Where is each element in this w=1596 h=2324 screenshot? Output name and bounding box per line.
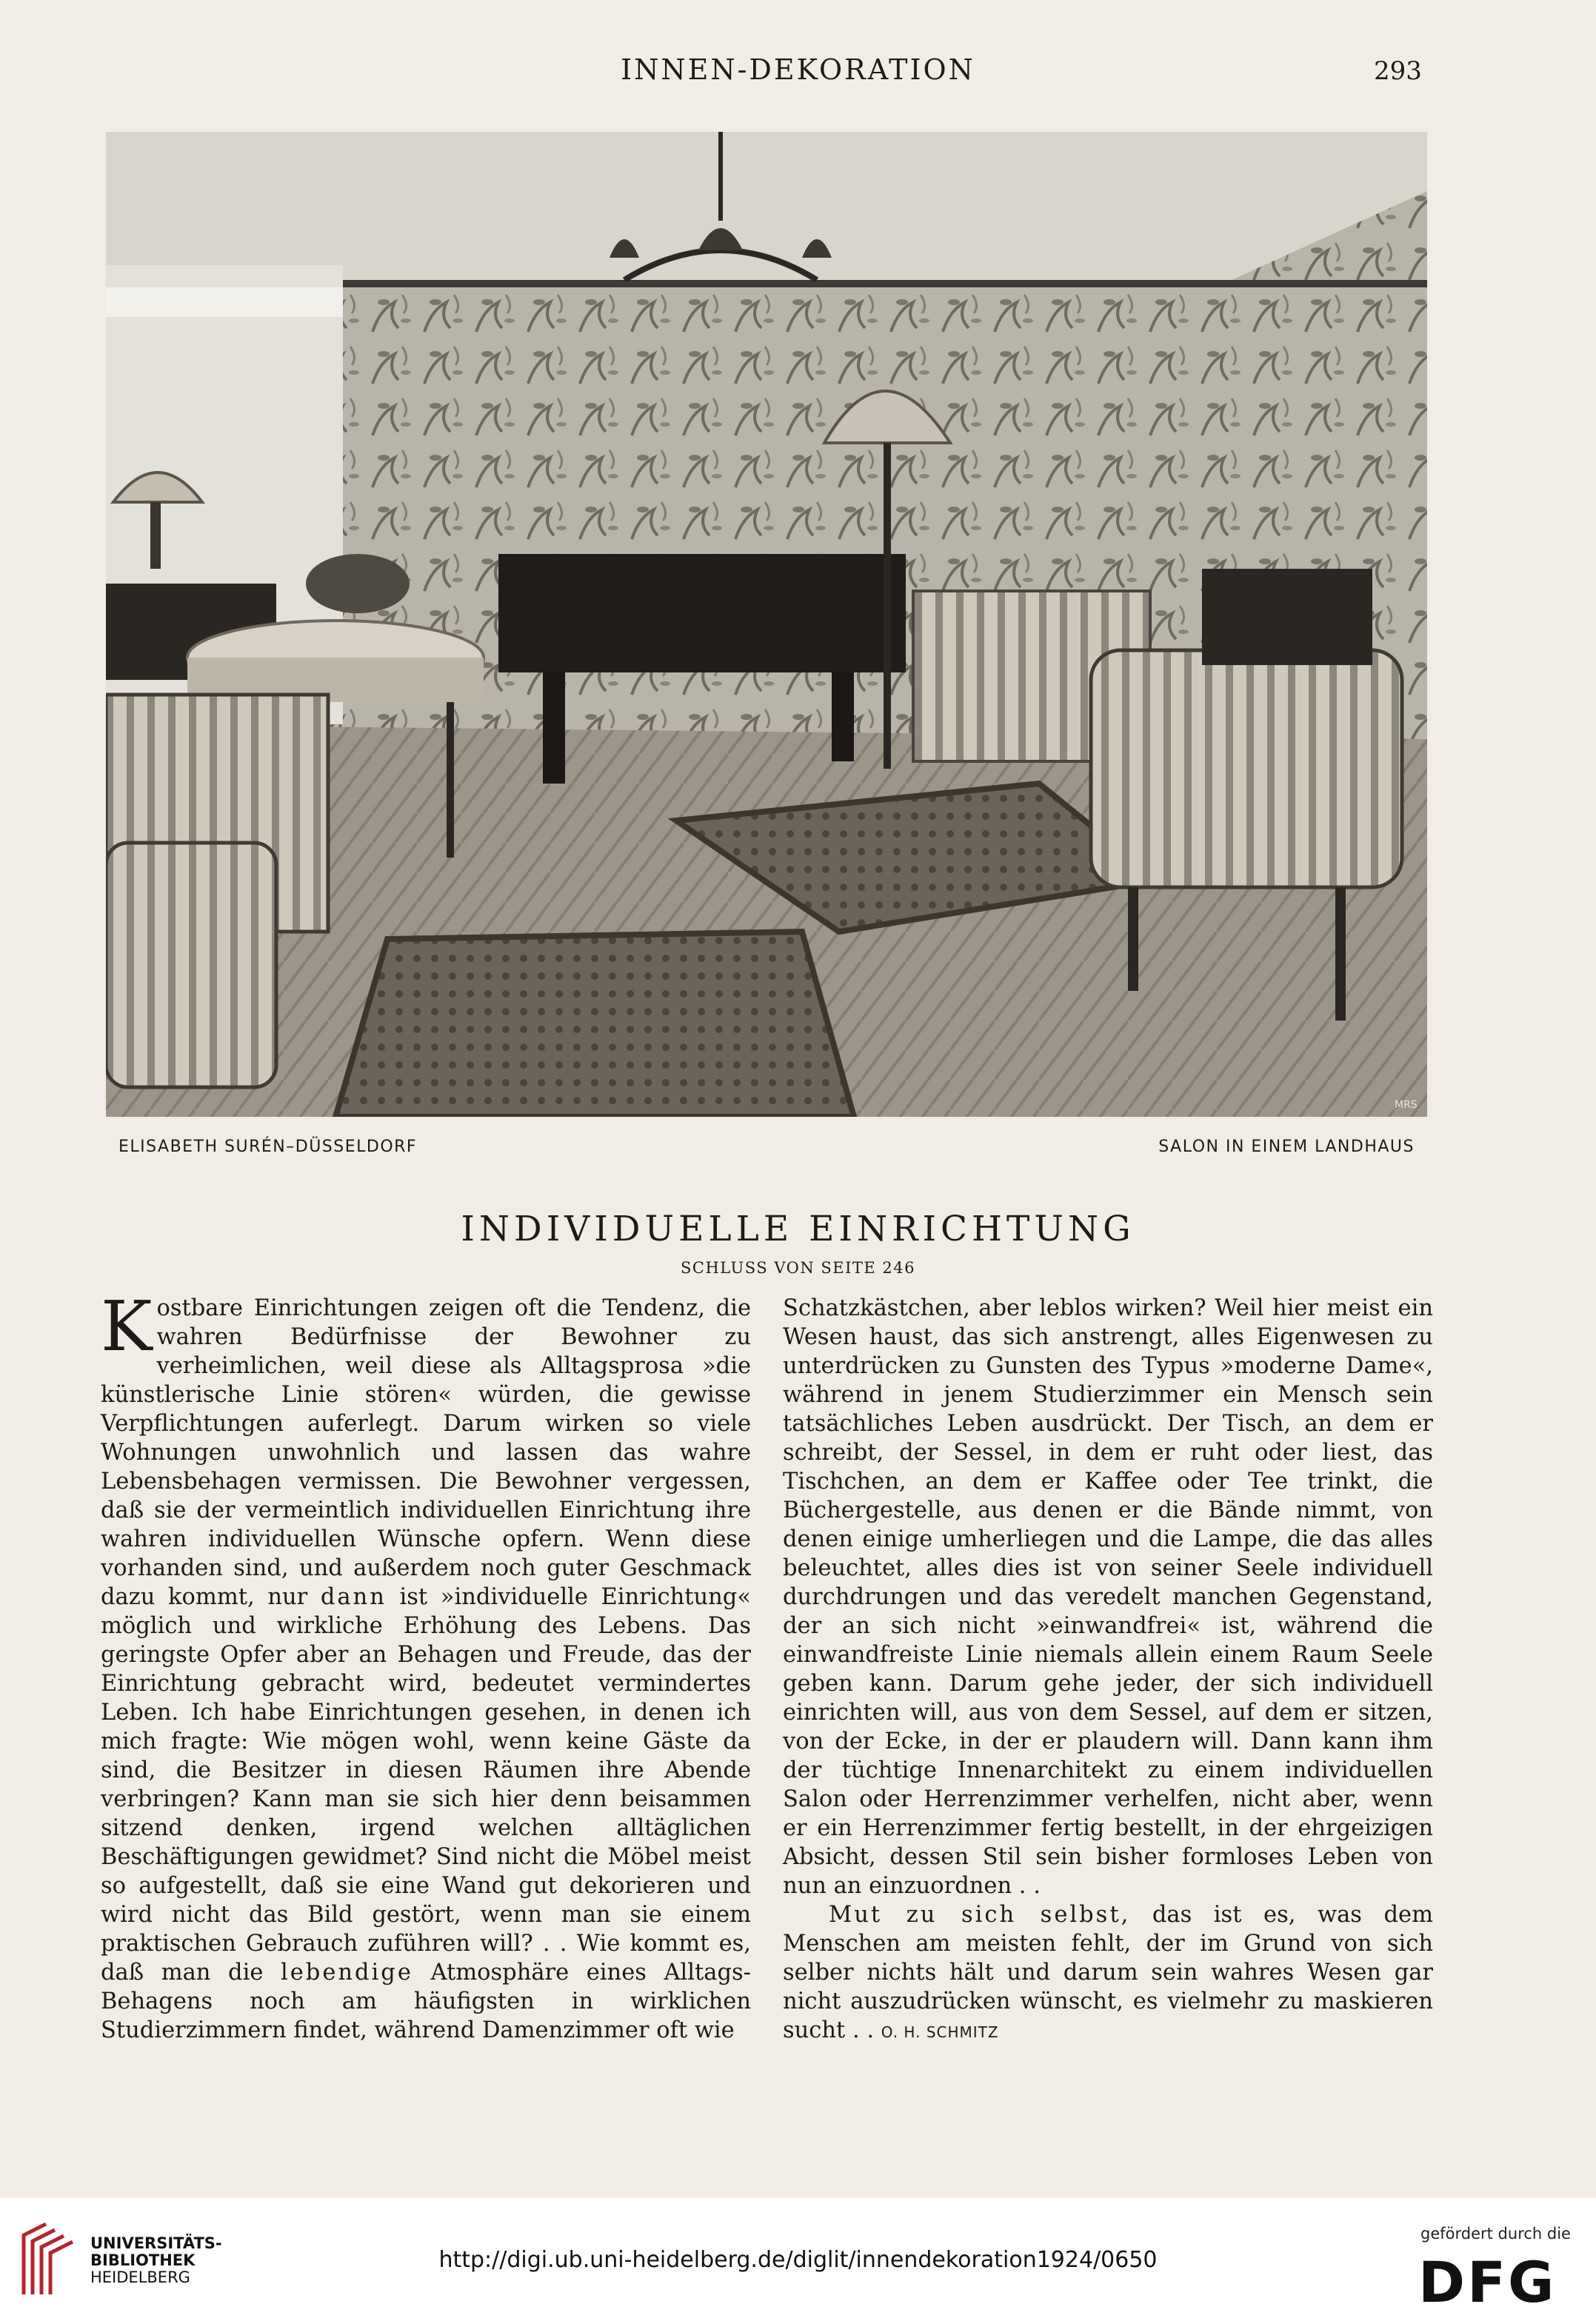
page-header-title: INNEN-DEKORATION — [621, 53, 975, 86]
photo-caption-designer: ELISABETH SURÉN–DÜSSELDORF — [118, 1138, 418, 1156]
library-name-line: HEIDELBERG — [90, 2268, 190, 2286]
digitization-footer — [0, 2198, 1596, 2324]
salon-photograph — [106, 132, 1427, 1117]
right-column-paragraph-2 — [783, 1900, 1433, 2047]
paragraph-text: das ist es, was dem Menschen am meisten fehlt, der im Grund von sich selber nichts hält und darum sein wahres Wesen gar nicht auszudrücken wünscht, es vielmehr zu maskieren sucht . . — [783, 1902, 1433, 2043]
drop-cap: K — [101, 1286, 153, 1366]
article-column-right — [783, 1294, 1433, 2047]
author-signature: O. H. SCHMITZ — [881, 2023, 999, 2041]
article-subtitle: SCHLUSS VON SEITE 246 — [680, 1259, 915, 1277]
right-column-paragraph-1: Schatzkästchen, aber leblos wirken? Weil hier meist ein Wesen haust, das sich anstrengt, alles Eigenwesen zu unterdrücken zu Gunsten des Typus »moderne Dame«, während in jenem Studierzimmer ein Mensch sein tatsächliches Leben ausdrückt. Der Tisch, an dem er schreibt, der Sessel, in dem er ruht oder liest, das Tischchen, an dem er Kaffee oder Tee trinkt, die Büchergestelle, aus denen er die Bände nimmt, von denen einige umherliegen und die Lampe, die das alles beleuchtet, alles dies ist von seiner Seele individuell durchdrungen und das veredelt manchen Gegenstand, der an sich nicht »einwandfrei« ist, während die einwandfreiste Linie niemals allein einem Raum Seele geben kann. Darum gehe jeder, der sich individuell einrichten will, aus von dem Sessel, auf dem er sitzen, von der Ecke, in der er plaudern will. Dann kann ihm der tüchtige Innenarchitekt zu einem individuellen Salon oder Herrenzimmer verhelfen, nicht aber, wenn er ein Herrenzimmer fertig bestellt, in der ehrgeizigen Absicht, dessen Stil sein bisher formloses Leben von nun an einzuordnen . . — [783, 1295, 1433, 1899]
dfg-logo: DFG — [1418, 2249, 1557, 2315]
source-url-link[interactable]: http://digi.ub.uni-heidelberg.de/diglit/innendekoration1924/0650 — [438, 2247, 1158, 2273]
paragraph-text: ostbare Einrichtungen zeigen oft die Tendenz, die wahren Bedürfnisse der Bewohner zu verheimlichen, weil diese als Alltagsprosa »die künstlerische Linie stören« würden, die gewisse Verpflichtungen auferlegt. Darum wirken so viele Wohnungen unwohnlich und lassen das wahre Lebensbehagen vermissen. Die Bewohner vergessen, daß sie der vermeintlich individuellen Einrichtung ihre wahren individuellen Wünsche opfern. Wenn diese vorhanden sind, und außerdem noch guter Geschmack dazu kommt, nur — [101, 1295, 751, 1610]
emphasized-word: lebendige — [281, 1960, 413, 1986]
emphasized-word: dann — [320, 1584, 387, 1610]
emphasized-phrase: Mut zu sich selbst, — [829, 1902, 1131, 1928]
photo-monogram: MRS — [1395, 1099, 1418, 1111]
left-column-paragraph — [101, 1286, 751, 2045]
article-title: INDIVIDUELLE EINRICHTUNG — [461, 1209, 1135, 1249]
funding-note: gefördert durch die — [1420, 2225, 1571, 2243]
article-column-left — [101, 1286, 751, 2045]
library-name-line: UNIVERSITÄTS- — [90, 2234, 222, 2252]
photo-caption-title: SALON IN EINEM LANDHAUS — [1158, 1138, 1415, 1156]
paragraph-text: ist »individuelle Einrichtung« möglich und wirkliche Erhöhung des Lebens. Das geringste Opfer aber an Behagen und Freude, das der Einrichtung gebracht wird, bedeutet vermindertes Leben. Ich habe Einrichtungen gesehen, in denen ich mich fragte: Wie mögen wohl, wenn keine Gäste da sind, die Besitzer in diesen Räumen ihre Abende verbringen? Kann man sie sich hier denn beisammen sitzend denken, irgend welchen alltäglichen Beschäftigungen gewidmet? Sind nicht die Möbel meist so aufgestellt, daß sie eine Wand gut dekorieren und wird nicht das Bild gestört, wenn man sie einem praktischen Gebrauch zuführen will? . . Wie kommt es, daß man die — [101, 1584, 751, 1986]
paragraph-text: Atmosphäre eines Alltags-Behagens noch am häufigsten in wirklichen Studierzimmern findet, während Damenzimmer oft wie — [101, 1960, 751, 2043]
page-number: 293 — [1374, 56, 1422, 86]
library-name-line: BIBLIOTHEK — [90, 2251, 196, 2269]
